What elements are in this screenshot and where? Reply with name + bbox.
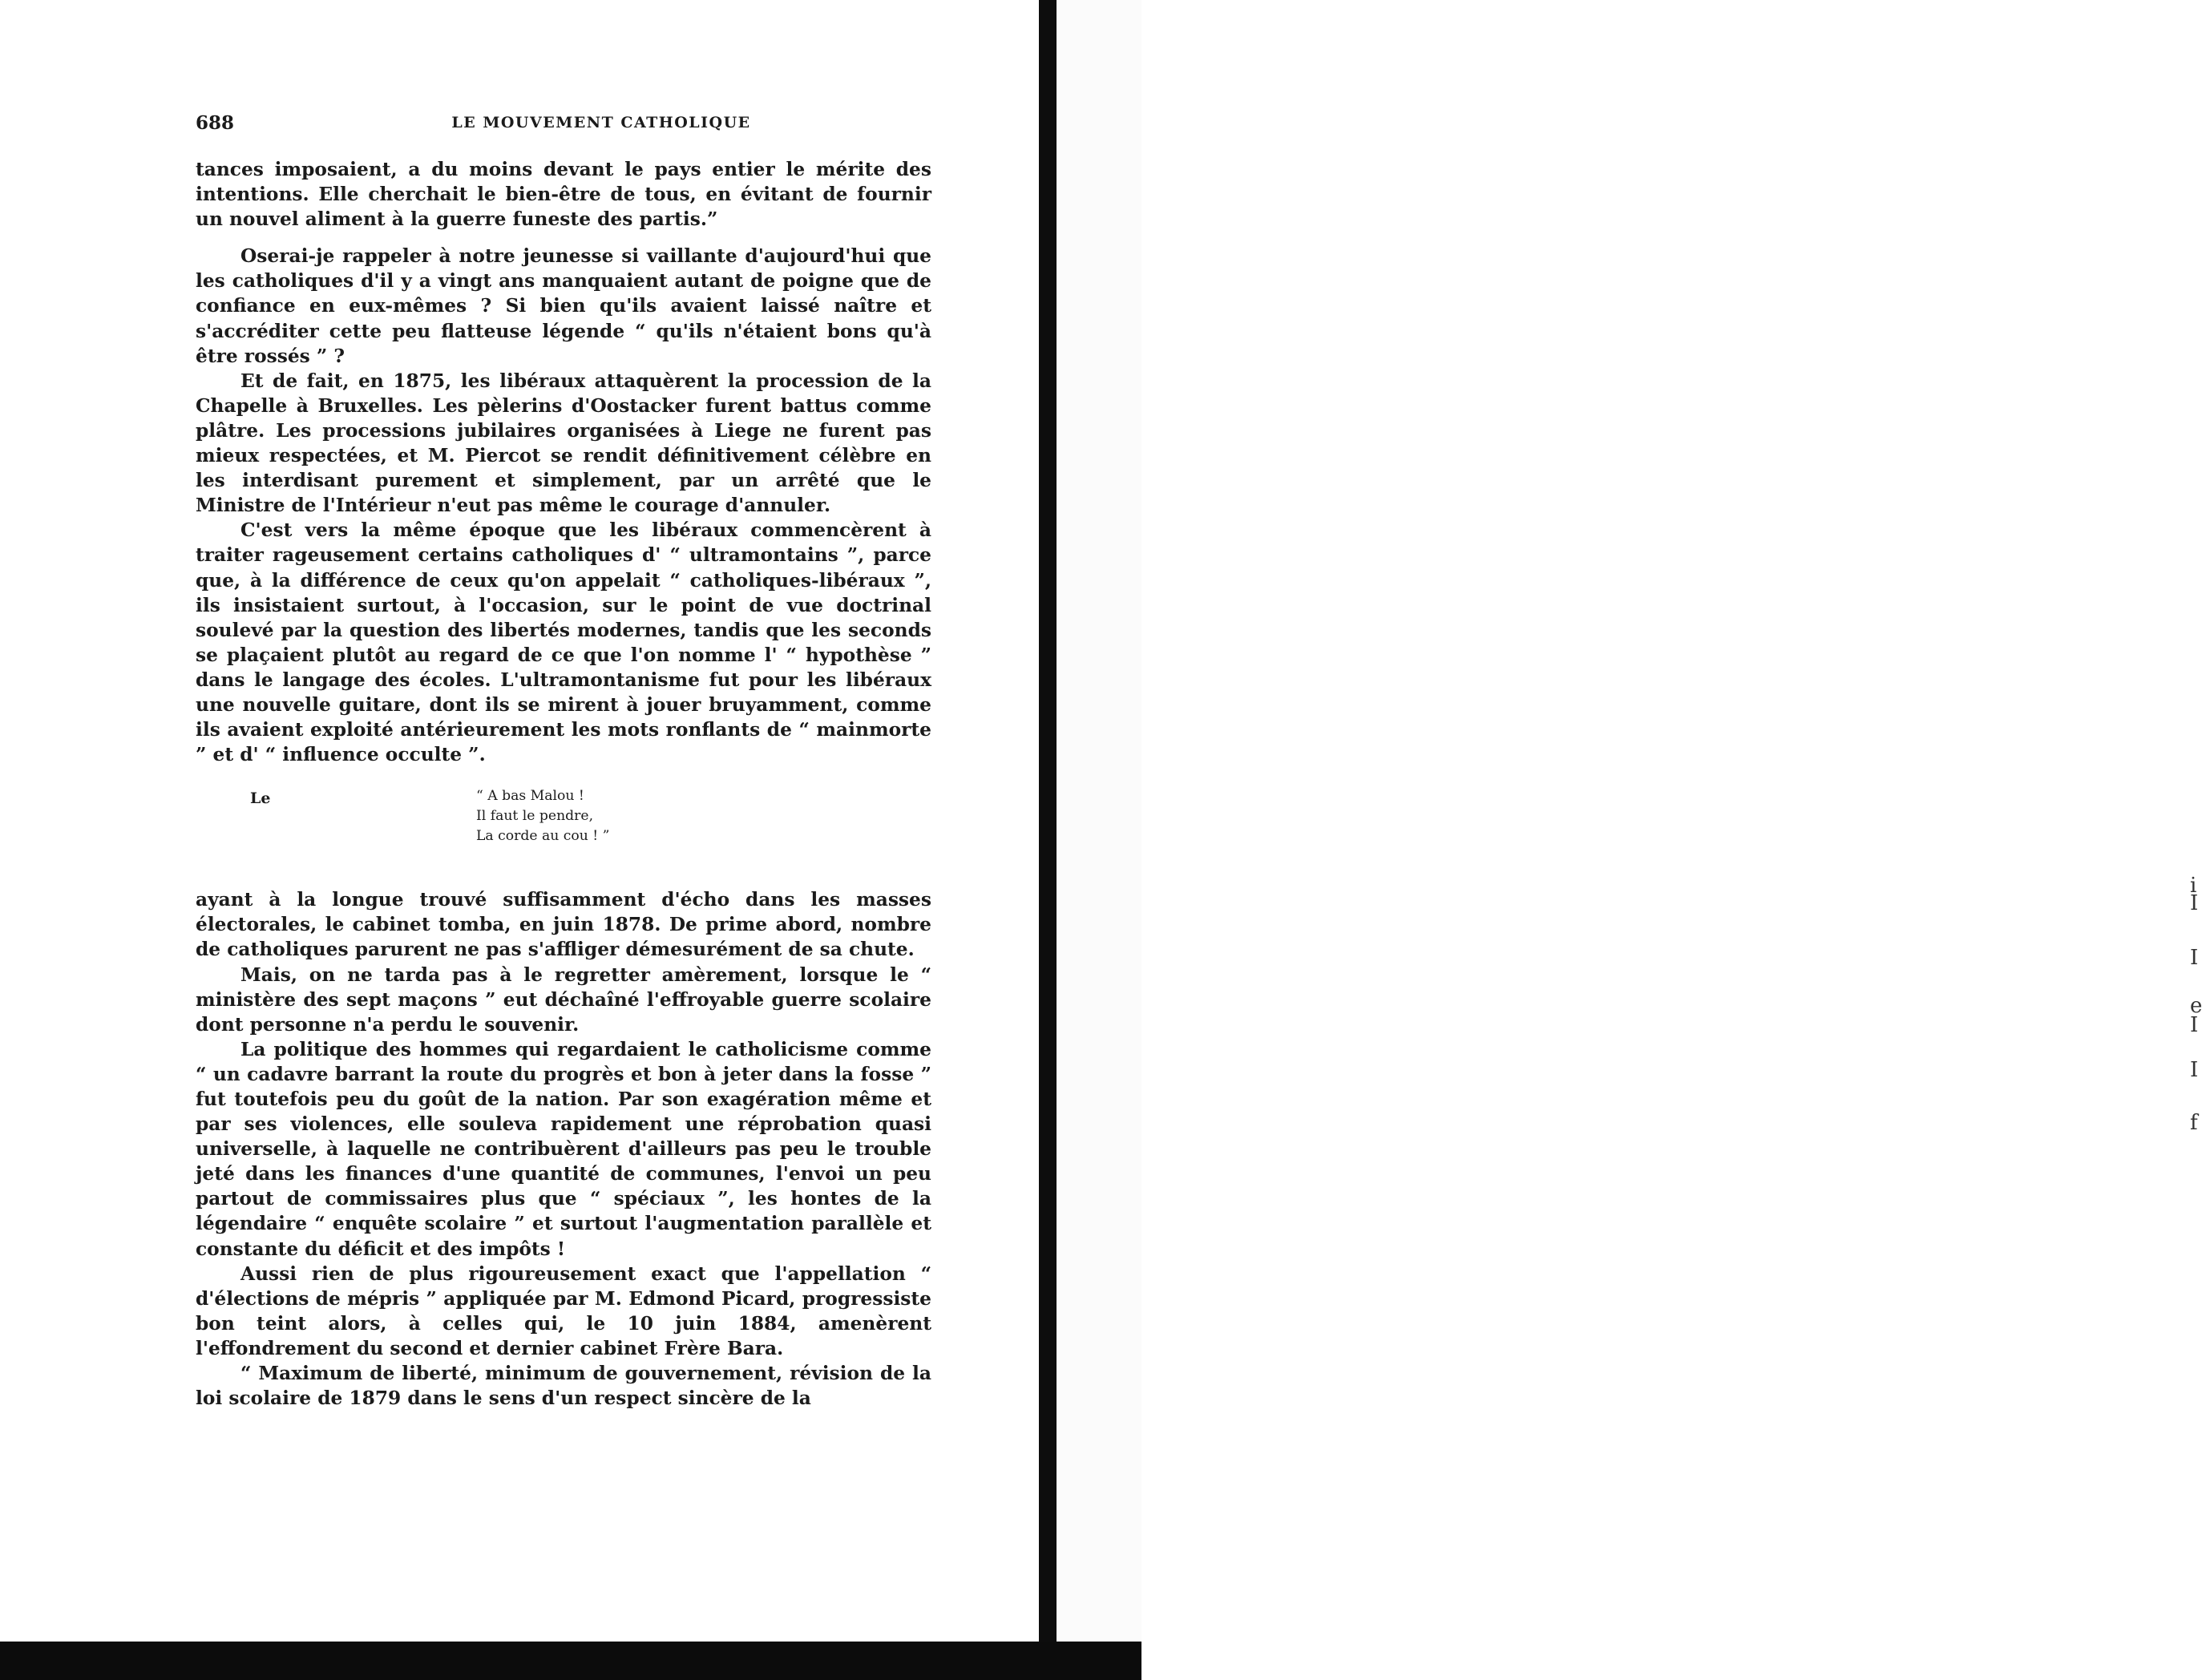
verse-line: Il faut le pendre,	[476, 808, 594, 825]
facing-page-fragment: I	[2190, 1013, 2199, 1037]
running-title: LE MOUVEMENT CATHOLIQUE	[451, 114, 751, 131]
paragraph: Et de fait, en 1875, les libéraux attaquèrent la procession de la Chapelle à Bruxelles. Les pèlerins d'Oostacker furent battus comme plâtre. Les processions jubilaires organisées à Liege ne furent pas mieux respectées, et M. Piercot se rendit définitivement célèbre en les interdisant purement et simplement, par un arrêté que le Ministre de l'Intérieur n'eut pas même le courage d'annuler.	[196, 370, 931, 517]
book-page	[192, 0, 930, 1642]
verse-lead-word: Le	[250, 790, 271, 808]
verse-lines	[476, 786, 609, 846]
facing-page-fragment: f	[2190, 1111, 2198, 1135]
paragraph: Aussi rien de plus rigoureusement exact que l'appellation “ d'élections de mépris ” appliquée par M. Edmond Picard, progressiste bon teint alors, à celles qui, le 10 juin 1884, amenèrent l'effondrement du second et dernier cabinet Frère Bara.	[196, 1262, 931, 1359]
verse-line: “ A bas Malou !	[476, 788, 584, 805]
paragraph: Mais, on ne tarda pas à le regretter amèrement, lorsque le “ ministère des sept maçons ” eut déchaîné l'effroyable guerre scolaire dont personne n'a perdu le souvenir.	[196, 963, 931, 1036]
page-number: 688	[196, 112, 235, 134]
paragraph: tances imposaient, a du moins devant le pays entier le mérite des intentions. Elle cherchait le bien-être de tous, en évitant de fournir un nouvel aliment à la guerre funeste des partis.”	[196, 159, 931, 231]
facing-page-fragment: i	[2190, 874, 2197, 898]
body-text	[196, 157, 931, 1411]
facing-page-fragment: I	[2190, 1058, 2199, 1082]
paragraph: C'est vers la même époque que les libéraux commencèrent à traiter rageusement certains catholiques d' “ ultramontains ”, parce que, à la différence de ceux qu'on appelait “ catholiques-libéraux ”, ils insistaient surtout, à l'occasion, sur le point de vue doctrinal soulevé par la question des libertés modernes, tandis que les seconds se plaçaient plutôt au regard de ce que l'on nomme l' “ hypothèse ” dans le langage des écoles. L'ultramontanisme fut pour les libéraux une nouvelle guitare, dont ils se mirent à jouer bruyamment, comme ils avaient exploité antérieurement les mots ronflants de “ mainmorte ” et d' “ influence occulte ”.	[196, 519, 931, 766]
paragraph: ayant à la longue trouvé suffisamment d'écho dans les masses électorales, le cabinet tomba, en juin 1878. De prime abord, nombre de catholiques parurent ne pas s'affliger démesurément de sa chute.	[196, 889, 931, 961]
facing-page-edge	[1057, 0, 2202, 1642]
paragraph: Oserai-je rappeler à notre jeunesse si vaillante d'aujourd'hui que les catholiques d'il y a vingt ans manquaient autant de poigne que de confiance en eux-mêmes ? Si bien qu'ils avaient laissé naître et s'accréditer cette peu flatteuse légende “ qu'ils n'étaient bons qu'à être rossés ” ?	[196, 245, 931, 367]
paragraph: La politique des hommes qui regardaient le catholicisme comme “ un cadavre barrant la route du progrès et bon à jeter dans la fosse ” fut toutefois peu du goût de la nation. Par son exagération même et par ses violences, elle souleva rapidement une réprobation quasi universelle, à laquelle ne contribuèrent d'ailleurs pas peu le trouble jeté dans les finances d'une quantité de communes, l'envoi un peu partout de commissaires plus que “ spéciaux ”, les hontes de la légendaire “ enquête scolaire ” et surtout l'augmentation parallèle et constante du déficit et des impôts !	[196, 1038, 931, 1260]
verse-line: La corde au cou ! ”	[476, 828, 610, 845]
book-gutter	[1039, 0, 1057, 1642]
facing-page-fragment: I	[2190, 946, 2199, 970]
verse-quote	[196, 785, 931, 876]
running-head	[192, 112, 930, 136]
scan-border	[0, 1642, 1141, 1680]
facing-page-fragment: I	[2190, 891, 2199, 915]
facing-page-fragment: e	[2190, 994, 2202, 1018]
paragraph: “ Maximum de liberté, minimum de gouvernement, révision de la loi scolaire de 1879 dans le sens d'un respect sincère de la	[196, 1363, 931, 1410]
